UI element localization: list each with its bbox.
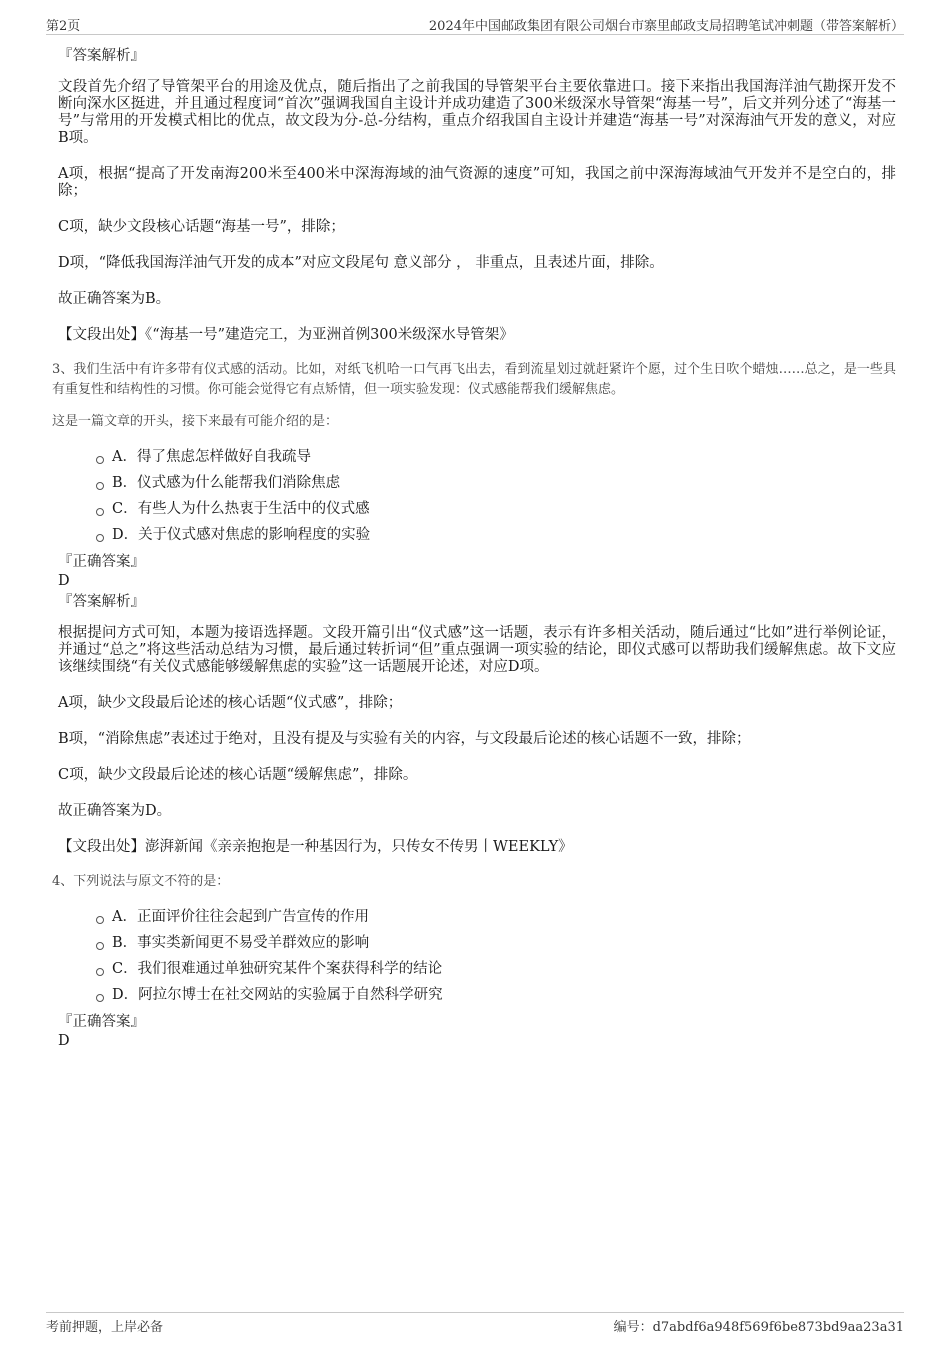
radio-icon[interactable] <box>96 508 104 516</box>
main-content <box>52 46 896 1050</box>
option-c[interactable] <box>96 496 896 522</box>
document-title: 2024年中国邮政集团有限公司烟台市寨里邮政支局招聘笔试冲刺题（带答案解析） <box>428 19 904 34</box>
radio-icon[interactable] <box>96 482 104 490</box>
analysis-paragraph: D项，“降低我国海洋油气开发的成本”对应文段尾句 意义部分 ， 非重点，且表述片面，排除。 <box>58 255 664 271</box>
option-label: B．事实类新闻更不易受羊群效应的影响 <box>112 935 370 951</box>
radio-icon[interactable] <box>96 916 104 924</box>
option-b[interactable] <box>96 470 896 496</box>
option-label: A．正面评价往往会起到广告宣传的作用 <box>112 909 369 925</box>
question-stem: 3、我们生活中有许多带有仪式感的活动。比如，对纸飞机哈一口气再飞出去，看到流星划过就赶紧许个愿，过个生日吹个蜡烛……总之，是一些具有重复性和结构性的习惯。你可能会觉得它有点矫情，但一项实验发现：仪式感能帮我们缓解焦虑。 <box>52 362 896 397</box>
analysis-paragraph: B项，“消除焦虑”表述过于绝对，且没有提及与实验有关的内容，与文段最后论述的核心话题不一致，排除； <box>58 731 751 747</box>
option-label: B．仪式感为什么能帮我们消除焦虑 <box>112 475 341 491</box>
option-c[interactable] <box>96 956 896 982</box>
radio-icon[interactable] <box>96 534 104 542</box>
radio-icon[interactable] <box>96 456 104 464</box>
option-b[interactable] <box>96 930 896 956</box>
page-footer <box>46 1312 904 1335</box>
option-a[interactable] <box>96 444 896 470</box>
analysis-paragraph: A项，根据“提高了开发南海200米至400米中深海海域的油气资源的速度”可知，我国之前中深海海域油气开发并不是空白的，排除； <box>58 166 896 199</box>
analysis-paragraph: 文段首先介绍了导管架平台的用途及优点，随后指出了之前我国的导管架平台主要依靠进口。接下来指出我国海洋油气勘探开发不断向深水区挺进，并且通过程度词“首次”强调我国自主设计并成功建造了300米级深水导管架“海基一号”，后文并列分述了“海基一号”与常用的开发模式相比的优点，故文段为分-总-分结构，重点介绍我国自主设计并建造“海基一号”对深海油气开发的意义，对应B项。 <box>58 79 896 146</box>
analysis-paragraph: 故正确答案为B。 <box>58 291 171 307</box>
question-prompt: 这是一篇文章的开头，接下来最有可能介绍的是： <box>52 414 339 429</box>
option-a[interactable] <box>96 904 896 930</box>
analysis-paragraph: C项，缺少文段核心话题“海基一号”，排除； <box>58 219 345 235</box>
footer-slogan: 考前押题，上岸必备 <box>46 1320 164 1335</box>
option-list <box>96 444 896 548</box>
analysis-paragraph: 故正确答案为D。 <box>58 803 172 819</box>
option-d[interactable] <box>96 982 896 1008</box>
analysis-paragraph: 根据提问方式可知，本题为接语选择题。文段开篇引出“仪式感”这一话题，表示有许多相关活动，随后通过“比如”进行举例论证，并通过“总之”将这些活动总结为习惯，最后通过转折词“但”重点强调一项实验的结论，即仪式感可以帮助我们缓解焦虑。故下文应该继续围绕“有关仪式感能够缓解焦虑的实验”这一话题展开论述，对应D项。 <box>58 625 896 675</box>
correct-answer-label: 『正确答案』 <box>58 1014 145 1030</box>
analysis-label: 『答案解析』 <box>58 594 145 610</box>
correct-answer-label: 『正确答案』 <box>58 554 145 570</box>
option-list <box>96 904 896 1008</box>
analysis-paragraph: C项，缺少文段最后论述的核心话题“缓解焦虑”，排除。 <box>58 767 418 783</box>
analysis-label: 『答案解析』 <box>58 48 145 64</box>
option-label: C．我们很难通过单独研究某件个案获得科学的结论 <box>112 961 443 977</box>
option-label: D．关于仪式感对焦虑的影响程度的实验 <box>112 527 371 543</box>
document-id: 编号：d7abdf6a948f569f6be873bd9aa23a31 <box>613 1320 904 1335</box>
radio-icon[interactable] <box>96 994 104 1002</box>
page-number: 第2页 <box>46 19 81 34</box>
radio-icon[interactable] <box>96 968 104 976</box>
analysis-paragraph: A项，缺少文段最后论述的核心话题“仪式感”，排除； <box>58 695 403 711</box>
source-citation: 【文段出处】《“海基一号”建造完工，为亚洲首例300米级深水导管架》 <box>58 327 514 343</box>
option-label: C．有些人为什么热衷于生活中的仪式感 <box>112 501 370 517</box>
correct-answer: D <box>58 573 70 589</box>
option-label: D．阿拉尔博士在社交网站的实验属于自然科学研究 <box>112 987 443 1003</box>
radio-icon[interactable] <box>96 942 104 950</box>
option-label: A．得了焦虑怎样做好自我疏导 <box>112 449 311 465</box>
source-citation: 【文段出处】澎湃新闻《亲亲抱抱是一种基因行为，只传女不传男丨WEEKLY》 <box>58 839 573 855</box>
question-stem: 4、下列说法与原文不符的是： <box>52 874 230 889</box>
option-d[interactable] <box>96 522 896 548</box>
correct-answer: D <box>58 1033 70 1049</box>
page-header <box>46 14 904 35</box>
